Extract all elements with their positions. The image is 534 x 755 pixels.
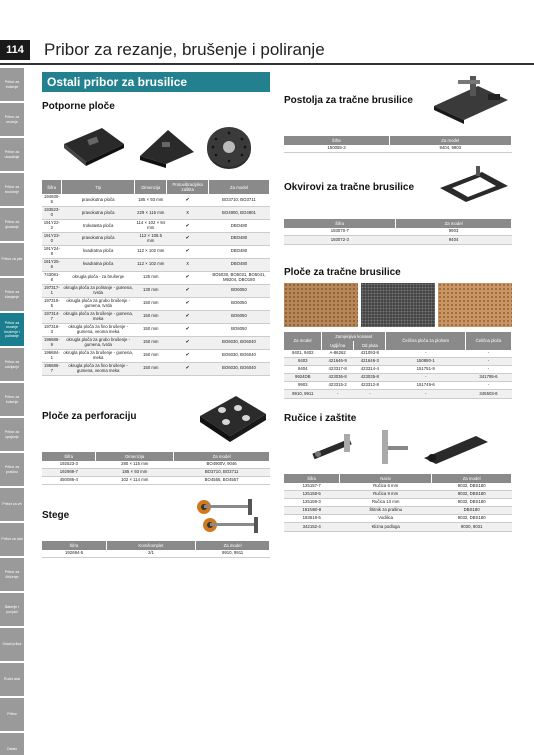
potporne-cell: 112 × 102 mm [135, 245, 167, 258]
potporne-cell: okrugla ploča - za brušenje [62, 271, 135, 284]
okvirovi-header-1: Za model [396, 219, 512, 228]
perforacija-cell: BO3710, BO3711 [174, 468, 270, 476]
side-tab-15[interactable]: Baterije i punjači [0, 593, 24, 626]
rucice-cell: Vodilica [340, 515, 432, 523]
potporne-cell: okrugla ploča za fino brušenje - gumena, veoma meka [62, 362, 135, 375]
perforacija-row [42, 461, 270, 469]
ploce-row [284, 390, 512, 398]
potporne-cell: ✔ [167, 271, 209, 284]
handle-image [304, 428, 368, 468]
perforacija-table [42, 452, 270, 486]
potporne-header-0: Šifra [42, 180, 62, 194]
stege-cell: 9910, 9911 [196, 550, 270, 558]
potporne-table [42, 180, 270, 376]
okvirovi-block [284, 159, 512, 215]
ploce-cell: 150880-1 [386, 357, 466, 365]
potporne-cell: 191Y22-2 [42, 219, 62, 232]
postolja-table [284, 136, 512, 153]
potporne-row [42, 258, 270, 271]
rucice-cell: Ručica 13 mm [340, 498, 432, 506]
rucice-cell: Štitnik za prašinu [340, 507, 432, 515]
rucice-row [284, 515, 512, 523]
ploce-col-steel-flat: Čelična ploča za ploham [386, 332, 466, 350]
potporne-cell: 185 × 93 mm [135, 194, 167, 206]
ploce-cell: 423036-8 [322, 374, 354, 382]
side-tab-19[interactable]: Ostalo [0, 733, 24, 755]
side-tab-8[interactable]: Pribor za odvijanje [0, 348, 24, 381]
potporne-cell: pravokutna ploča [62, 206, 135, 219]
postolja-cell: 9404, 9903 [389, 145, 511, 153]
ploce-cell: - [465, 365, 511, 373]
potporne-cell: okrugla ploča za fino brušenje - gumena, veoma meka [62, 323, 135, 336]
side-tab-10[interactable]: Pribor za spajanje [0, 418, 24, 451]
potporne-row [42, 206, 270, 219]
ploce-col-steel: Čelična ploča [465, 332, 511, 350]
ploce-cell: 9910, 9911 [284, 390, 322, 398]
ploce-heading: Ploče za tračne brusilice [284, 266, 401, 278]
potporne-cell: okrugla ploča za brušenje - gumena, meka [62, 349, 135, 362]
ploce-cell: 151749-6 [386, 382, 466, 390]
potporne-cell: 191Y25-6 [42, 258, 62, 271]
potporne-cell: BO4900, BO4901 [208, 206, 269, 219]
potporne-row [42, 284, 270, 297]
ploce-cell: 423312-8 [354, 382, 386, 390]
potporne-header-2: Dimenzija [135, 180, 167, 194]
potporne-cell: BO3710, BO3711 [208, 194, 269, 206]
postolja-block [284, 72, 512, 128]
side-tab-1[interactable]: Pribor za rezanje [0, 103, 24, 136]
potporne-cell: okrugla ploča za grubo brušenje - gumena, tvrda [62, 297, 135, 310]
postolja-cell: 150055-3 [284, 145, 389, 153]
postolja-header-1: Za model [389, 136, 511, 145]
ploce-cell: 341795-6 [465, 374, 511, 382]
perforacija-cell: 450086-4 [42, 476, 96, 484]
perforation-plate-image [196, 386, 270, 448]
potporne-cell: okrugla ploča za grubo brušenje - gumena, tvrda [62, 336, 135, 349]
ploce-cell: 9903 [284, 382, 322, 390]
potporne-cell: 743081-8 [42, 271, 62, 284]
potporne-cell: 150 mm [135, 310, 167, 323]
rucice-cell: 125158-5 [284, 490, 340, 498]
stege-row [42, 550, 270, 558]
potporne-cell: okrugla ploča za brušenje - gumena, meka [62, 310, 135, 323]
ploce-cell: - [386, 374, 466, 382]
ploce-cell: 9924DB [284, 374, 322, 382]
ploce-cell: 9401, 9402 [284, 350, 322, 358]
postolja-header-0: Šifra [284, 136, 389, 145]
page-number: 114 [0, 40, 30, 60]
ploce-cell: 151751-9 [386, 365, 466, 373]
potporne-cell: BO6030, BO6040 [208, 362, 269, 375]
potporne-row [42, 349, 270, 362]
section-banner: Ostali pribor za brusilice [42, 72, 270, 92]
ploce-table [284, 332, 512, 399]
potporne-cell: BO6050 [208, 297, 269, 310]
side-tab-16[interactable]: Ostali pribor [0, 628, 24, 661]
potporne-cell: 191Y24-8 [42, 245, 62, 258]
potporne-row [42, 271, 270, 284]
perforacija-header-1: Dimenzija [96, 452, 174, 461]
side-tab-5[interactable]: Pribor za pile [0, 243, 24, 276]
side-tab-13[interactable]: Pribor za alat [0, 523, 24, 556]
okvirovi-table [284, 219, 512, 244]
potporne-cell: 150 mm [135, 323, 167, 336]
perforacija-cell: BO4555, BO4557 [174, 476, 270, 484]
potporne-cell: ✔ [167, 245, 209, 258]
perforacija-block [42, 382, 270, 452]
rucice-cell: 125159-3 [284, 498, 340, 506]
ploce-cell: 421646-3 [354, 357, 386, 365]
perforacija-header-2: Za model [174, 452, 270, 461]
potporne-row [42, 245, 270, 258]
ploce-cell: 9404 [284, 365, 322, 373]
ploce-row [284, 365, 512, 373]
potporne-cell: kvadratna ploča [62, 258, 135, 271]
potporne-cell: 191Y23-0 [42, 232, 62, 245]
ploce-cell: A-86262 [322, 350, 354, 358]
potporne-cell: BO5030, BO5031, BO5041, M9204, DBO180 [208, 271, 269, 284]
potporne-cell: kvadratna ploča [62, 245, 135, 258]
ploce-cell: 421093-8 [354, 350, 386, 358]
potporne-cell: DBO480 [208, 245, 269, 258]
rucice-cell: Ručica 6 mm [340, 483, 432, 491]
stege-cell: 192694-5 [42, 550, 106, 558]
potporne-cell: DBO480 [208, 258, 269, 271]
left-column [42, 72, 270, 558]
potporne-cell: DBO480 [208, 232, 269, 245]
stege-header-2: Za model [196, 541, 270, 550]
potporne-cell: 194930-6 [42, 194, 62, 206]
ploce-cell: 9403 [284, 357, 322, 365]
potporne-cell: 114 × 102 × 94 mm [135, 219, 167, 232]
ploce-col-carbon: Ugljična [322, 341, 354, 350]
side-tab-2[interactable]: Pribor za ubadanje [0, 138, 24, 171]
sander-stand-image [428, 72, 512, 128]
dust-guard-image [374, 426, 414, 470]
side-tab-18[interactable]: Pribor [0, 698, 24, 731]
potporne-cell: ✔ [167, 349, 209, 362]
potporne-cell: ✔ [167, 336, 209, 349]
sander-frame-image [436, 164, 512, 210]
ploce-cell: - [465, 382, 511, 390]
perforacija-cell: 102 × 114 mm [96, 476, 174, 484]
potporne-cell: ✔ [167, 362, 209, 375]
potporne-heading: Potporne ploče [42, 101, 115, 112]
potporne-row [42, 323, 270, 336]
rucice-row [284, 523, 512, 531]
potporne-cell: ✔ [167, 219, 209, 232]
potporne-images [42, 114, 270, 180]
right-column [284, 72, 512, 532]
potporne-row [42, 336, 270, 349]
okvirovi-header-0: Šifra [284, 219, 396, 228]
stege-header-1: Kom/komplet [106, 541, 195, 550]
potporne-cell: 197315-5 [42, 297, 62, 310]
rucice-cell: 125157-7 [284, 483, 340, 491]
slide-pad-image [420, 428, 492, 468]
potporne-row [42, 232, 270, 245]
round-pad-image [204, 122, 254, 172]
potporne-cell: okrugla ploča za poliranje - gumena, tvrda [62, 284, 135, 297]
side-tab-17[interactable]: Ručni alat [0, 663, 24, 696]
potporne-cell: 150 mm [135, 297, 167, 310]
rucice-row [284, 490, 512, 498]
ploce-cell: 423317-8 [322, 365, 354, 373]
potporne-cell: BO6050 [208, 310, 269, 323]
okvirovi-row [284, 228, 512, 236]
rucice-header-2: Za model [432, 474, 512, 483]
potporne-cell: ✔ [167, 194, 209, 206]
stege-heading: Stege [42, 509, 70, 521]
potporne-cell: BO6050 [208, 284, 269, 297]
postolja-heading: Postolja za tračne brusilice [284, 94, 413, 106]
perforacija-cell: 192989-7 [42, 468, 96, 476]
perforacija-cell: 280 × 115 mm [96, 461, 174, 469]
ploce-col-model: Za model [284, 332, 322, 350]
ploce-row [284, 382, 512, 390]
potporne-cell: 197317-1 [42, 284, 62, 297]
potporne-cell: ✔ [167, 323, 209, 336]
potporne-row [42, 310, 270, 323]
potporne-cell: 125 mm [135, 271, 167, 284]
stege-header-0: Šifra [42, 541, 106, 550]
perforacija-cell: BO4900V, 9046 [174, 461, 270, 469]
potporne-cell: ✔ [167, 232, 209, 245]
side-tab-7[interactable]: Pribor za rezanje brušenje i poliranje [0, 313, 24, 346]
side-tab-3[interactable]: Pribor za brušenje [0, 173, 24, 206]
rucice-cell: Ručica 9 mm [340, 490, 432, 498]
ploce-col-cork: Od pluta [354, 341, 386, 350]
rucice-row [284, 498, 512, 506]
rucice-heading: Ručice i zaštite [284, 412, 357, 424]
potporne-cell: 150 mm [135, 336, 167, 349]
clamps-image [190, 491, 270, 539]
side-tab-0[interactable]: Pribor za bušenje [0, 68, 24, 101]
side-tab-12[interactable]: Pribor za vrt [0, 488, 24, 521]
ploce-row [284, 374, 512, 382]
ploce-cell: - [465, 350, 511, 358]
potporne-cell: BO6030, BO6040 [208, 336, 269, 349]
ploce-cell: 423315-2 [322, 382, 354, 390]
potporne-cell: 193523-0 [42, 206, 62, 219]
okvirovi-heading: Okvirovi za tračne brusilice [284, 181, 415, 193]
side-tab-14[interactable]: Pribor za čišćenje [0, 558, 24, 591]
okvirovi-cell: 193070-7 [284, 228, 396, 236]
potporne-cell: 150 mm [135, 349, 167, 362]
okvirovi-cell: 193072-3 [284, 236, 396, 244]
ploce-cell: - [465, 357, 511, 365]
side-tabs [0, 68, 24, 755]
rucice-cell: 9030, 9031 [432, 523, 512, 531]
rucice-cell: 191N60-8 [284, 507, 340, 515]
potporne-cell: BO6050 [208, 323, 269, 336]
rucice-cell: Klizna podloga [340, 523, 432, 531]
potporne-cell: x [167, 258, 209, 271]
ploce-group-label: Zamjenjiva konaset [322, 332, 386, 341]
rucice-cell: 9032, DBS180 [432, 483, 512, 491]
side-tab-6[interactable]: Pribor za blanjanje [0, 278, 24, 311]
potporne-cell: 196685-9 [42, 336, 62, 349]
side-tab-9[interactable]: Pribor za bušenje [0, 383, 24, 416]
potporne-header-4: Za model [208, 180, 269, 194]
potporne-cell: 196684-1 [42, 349, 62, 362]
rucice-cell: 193618-5 [284, 515, 340, 523]
rucice-cell: 9032, DBS180 [432, 515, 512, 523]
stege-table [42, 541, 270, 558]
perforacija-cell: 192523-3 [42, 461, 96, 469]
side-tab-4[interactable]: Pribor za glodanje [0, 208, 24, 241]
perforacija-cell: 185 × 93 mm [96, 468, 174, 476]
rucice-header-0: Šifra [284, 474, 340, 483]
potporne-cell: x [167, 206, 209, 219]
potporne-row [42, 362, 270, 375]
potporne-cell: 130 mm [135, 284, 167, 297]
okvirovi-cell: 9903 [396, 228, 512, 236]
stege-cell: 2/1 [106, 550, 195, 558]
potporne-cell: 112 × 102 mm [135, 258, 167, 271]
ploce-cell: 423035-8 [354, 374, 386, 382]
rucice-table [284, 474, 512, 532]
rucice-row [284, 507, 512, 515]
okvirovi-cell: 9404 [396, 236, 512, 244]
ploce-row [284, 357, 512, 365]
graphite-plate-image [361, 283, 435, 327]
ploce-images [284, 283, 512, 327]
ploce-cell: - [386, 390, 466, 398]
potporne-row [42, 297, 270, 310]
rucice-images [284, 426, 512, 470]
ploce-cell: 423314-4 [354, 365, 386, 373]
ploce-cell: 421646-9 [322, 357, 354, 365]
potporne-cell: ✔ [167, 310, 209, 323]
rucice-cell: 9032, DBS180 [432, 498, 512, 506]
triangle-pad-image [134, 122, 198, 172]
potporne-cell: ✔ [167, 284, 209, 297]
ploce-cell: - [354, 390, 386, 398]
ploce-cell: - [322, 390, 354, 398]
potporne-row [42, 194, 270, 206]
postolja-row [284, 145, 512, 153]
rucice-header-1: Naziv [340, 474, 432, 483]
potporne-cell: DBO480 [208, 219, 269, 232]
rucice-cell: 342152-4 [284, 523, 340, 531]
potporne-row [42, 219, 270, 232]
potporne-cell: pravokutna ploča [62, 194, 135, 206]
potporne-cell: 112 × 108.5 mm [135, 232, 167, 245]
ploce-cell: 345503-8 [465, 390, 511, 398]
perforacija-heading: Ploče za perforaciju [42, 411, 137, 423]
perforacija-header-0: Šifra [42, 452, 96, 461]
rucice-cell: 9032, DBS180 [432, 490, 512, 498]
side-tab-11[interactable]: Pribor za prašinu [0, 453, 24, 486]
potporne-cell: 150 mm [135, 362, 167, 375]
rectangle-pad-image [58, 122, 128, 172]
potporne-cell: BO6030, BO6040 [208, 349, 269, 362]
potporne-cell: 197314-7 [42, 310, 62, 323]
rucice-row [284, 483, 512, 491]
perforacija-row [42, 476, 270, 484]
potporne-cell: trokutasta ploča [62, 219, 135, 232]
rucice-cell: DBS180 [432, 507, 512, 515]
cork-plate-image-2 [438, 283, 512, 327]
potporne-cell: 197316-3 [42, 323, 62, 336]
potporne-cell: 229 × 115 mm [135, 206, 167, 219]
potporne-cell: pravokutna ploča [62, 232, 135, 245]
potporne-header-3: Protuvibracijska zaštita [167, 180, 209, 194]
potporne-header-1: Tip [62, 180, 135, 194]
stege-block [42, 489, 270, 541]
cork-plate-image [284, 283, 358, 327]
ploce-row [284, 350, 512, 358]
okvirovi-row [284, 236, 512, 244]
potporne-cell: 196686-7 [42, 362, 62, 375]
header-rule [0, 63, 534, 65]
page-title: Pribor za rezanje, brušenje i poliranje [44, 40, 325, 59]
perforacija-row [42, 468, 270, 476]
potporne-cell: ✔ [167, 297, 209, 310]
ploce-cell: - [386, 350, 466, 358]
